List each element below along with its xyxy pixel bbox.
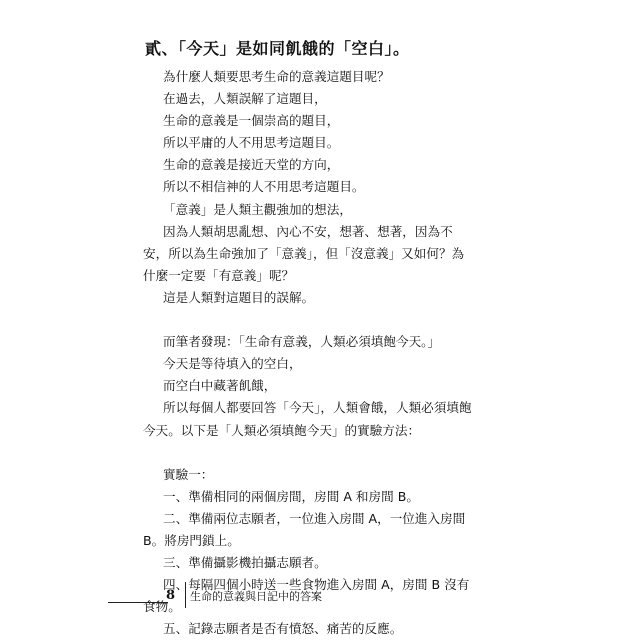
running-title: 生命的意義與日記中的答案: [190, 590, 322, 603]
paragraph: 為什麼人類要思考生命的意義這題目呢？: [163, 69, 390, 84]
paragraph: 而空白中藏著飢餓，: [163, 378, 277, 394]
paragraph: 生命的意義是接近天堂的方向，: [163, 157, 340, 173]
paragraph-spacer: [143, 442, 473, 464]
body-text: [143, 66, 473, 640]
experiment-step: 一、準備相同的兩個房間，房間 A 和房間 B。: [163, 488, 419, 504]
paragraph: 所以平庸的人不用思考這題目。: [163, 135, 340, 151]
page-footer: [0, 578, 640, 618]
experiment-step: 二、準備兩位志願者，一位進入房間 A，一位進入房間 B。將房門鎖上。: [143, 510, 466, 548]
paragraph: 所以不相信神的人不用思考這題目。: [163, 179, 365, 195]
paragraph: 而筆者發現：「生命有意義，人類必須填飽今天。」: [163, 334, 441, 350]
paragraph: 這是人類對這題目的誤解。: [163, 289, 315, 305]
experiment-step: 三、準備攝影機拍攝志願者。: [163, 555, 327, 571]
paragraph-spacer: [143, 309, 473, 331]
section-heading: 貳、「今天」是如同飢餓的「空白」。: [145, 39, 410, 58]
paragraph: 所以每個人都要回答「今天」，人類會餓，人類必須填飽今天。以下是「人類必須填飽今天」的實驗方法：: [143, 400, 472, 438]
footer-divider: [185, 582, 186, 608]
paragraph: 在過去，人類誤解了這題目，: [163, 91, 327, 107]
page-number: 8: [166, 588, 176, 603]
paragraph: 生命的意義是一個崇高的題目，: [163, 113, 340, 129]
experiment-step: 四、每隔四個小時送一些食物進入房間 A，房間 B 沒有食物。: [143, 577, 470, 615]
paragraph: 今天是等待填入的空白，: [163, 356, 302, 372]
paragraph: 因為人類胡思亂想、內心不安，想著、想著，因為不安，所以為生命強加了「意義」，但「沒意義」又如何？為什麼一定要「有意義」呢？: [143, 223, 465, 283]
experiment-title: 實驗一：: [163, 466, 214, 482]
paragraph: 「意義」是人類主觀強加的想法，: [163, 201, 352, 217]
experiment-step: 五、記錄志願者是否有憤怒、痛苦的反應。: [163, 621, 403, 637]
footer-rule: [108, 602, 168, 603]
